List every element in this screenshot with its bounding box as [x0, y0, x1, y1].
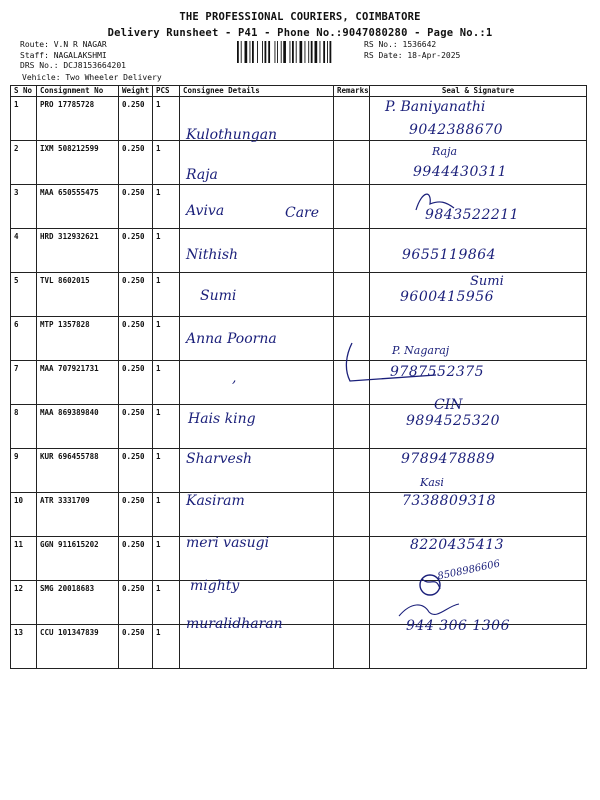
sno-cell: 1: [11, 97, 37, 141]
pcs-cell: 1: [153, 273, 180, 317]
handwritten-signature: CIN: [434, 397, 463, 413]
handwritten-signature: P. Baniyanathi: [385, 99, 486, 115]
handwritten-name: Care: [285, 205, 320, 221]
handwritten-phone: 8220435413: [410, 537, 505, 553]
consignment-cell: TVL 8602015: [37, 273, 119, 317]
sno-cell: 12: [11, 581, 37, 625]
pcs-cell: 1: [153, 141, 180, 185]
pcs-cell: 1: [153, 405, 180, 449]
table-row: [11, 229, 587, 273]
pcs-cell: 1: [153, 361, 180, 405]
sno-cell: 10: [11, 493, 37, 537]
handwritten-phone: 7338809318: [402, 493, 497, 509]
handwritten-name: Nithish: [186, 247, 239, 263]
consignment-cell: PRO 17785728: [37, 97, 119, 141]
handwritten-phone: 9600415956: [400, 289, 495, 305]
barcode-bar: [265, 41, 267, 63]
weight-cell: 0.250: [119, 229, 153, 273]
consignment-cell: HRD 312932621: [37, 229, 119, 273]
handwritten-phone: 8508986606: [436, 558, 502, 583]
sno-cell: 8: [11, 405, 37, 449]
col-weight: Weight: [119, 86, 153, 97]
pcs-cell: 1: [153, 449, 180, 493]
handwritten-phone: 9843522211: [425, 207, 520, 223]
barcode-bar: [252, 41, 254, 63]
col-pcs: PCS: [153, 86, 180, 97]
remarks-cell: [334, 141, 370, 185]
handwritten-signature: P. Nagaraj: [392, 344, 450, 357]
sno-cell: 9: [11, 449, 37, 493]
vehicle-line: Vehicle: Two Wheeler Delivery: [22, 73, 162, 82]
barcode-bar: [305, 41, 306, 63]
barcode-bar: [290, 41, 291, 63]
pcs-cell: 1: [153, 493, 180, 537]
table-row: [11, 449, 587, 493]
barcode-bar: [262, 41, 263, 63]
sno-cell: 11: [11, 537, 37, 581]
table-row: [11, 405, 587, 449]
remarks-cell: [334, 449, 370, 493]
pcs-cell: 1: [153, 97, 180, 141]
barcode-bar: [315, 41, 318, 63]
sno-cell: 13: [11, 625, 37, 669]
barcode-bar: [327, 41, 328, 63]
handwritten-name: Sumi: [200, 288, 237, 304]
remarks-cell: [334, 185, 370, 229]
weight-cell: 0.250: [119, 581, 153, 625]
handwritten-mark: ,: [232, 370, 237, 386]
handwritten-name: Hais king: [188, 411, 256, 427]
handwritten-signature: Kasi: [420, 476, 444, 489]
handwritten-phone: 944 306 1306: [406, 618, 510, 634]
pcs-cell: 1: [153, 317, 180, 361]
barcode-bar: [237, 41, 239, 63]
handwritten-name: Kulothungan: [186, 127, 278, 143]
handwritten-name: Sharvesh: [186, 451, 253, 467]
barcode-bar: [257, 41, 258, 63]
weight-cell: 0.250: [119, 405, 153, 449]
handwritten-name: Anna Poorna: [186, 331, 277, 347]
handwritten-name: Raja: [186, 167, 218, 183]
barcode-bar: [281, 41, 282, 63]
drs-line: DRS No.: DCJ8153664201: [20, 61, 126, 70]
consignment-cell: KUR 696455788: [37, 449, 119, 493]
remarks-cell: [334, 97, 370, 141]
table-row: [11, 361, 587, 405]
handwritten-phone: 9042388670: [409, 122, 504, 138]
consignment-cell: MAA 707921731: [37, 361, 119, 405]
barcode-bar: [275, 41, 276, 63]
weight-cell: 0.250: [119, 449, 153, 493]
col-remarks: Remarks: [334, 86, 370, 97]
barcode-bar: [292, 41, 294, 63]
weight-cell: 0.250: [119, 625, 153, 669]
handwritten-phone: 9787552375: [390, 364, 485, 380]
weight-cell: 0.250: [119, 361, 153, 405]
consignment-cell: CCU 101347839: [37, 625, 119, 669]
table-row: [11, 317, 587, 361]
pcs-cell: 1: [153, 185, 180, 229]
pcs-cell: 1: [153, 581, 180, 625]
pcs-cell: 1: [153, 625, 180, 669]
consignment-cell: IXM 508212599: [37, 141, 119, 185]
consignment-cell: MTP 1357828: [37, 317, 119, 361]
handwritten-phone: 9894525320: [406, 413, 501, 429]
barcode-bar: [241, 41, 242, 63]
barcode-bar: [330, 41, 332, 63]
weight-cell: 0.250: [119, 273, 153, 317]
signature-scribble: [340, 335, 440, 395]
runsheet-subtitle: Delivery Runsheet - P41 - Phone No.:9047080280 - Page No.:1: [107, 27, 493, 39]
barcode-bar: [283, 41, 286, 63]
col-seal-signature: Seal & Signature: [370, 86, 587, 97]
remarks-cell: [334, 625, 370, 669]
route-line: Route: V.N R NAGAR: [20, 40, 107, 49]
weight-cell: 0.250: [119, 537, 153, 581]
sno-cell: 3: [11, 185, 37, 229]
route-block: [20, 40, 126, 72]
consignment-cell: SMG 20018683: [37, 581, 119, 625]
consignee-cell: [180, 361, 334, 405]
barcode-bar: [308, 41, 309, 63]
barcode-bar: [296, 41, 297, 63]
handwritten-name: mighty: [190, 578, 240, 594]
consignment-cell: ATR 3331709: [37, 493, 119, 537]
handwritten-signature: Sumi: [470, 274, 504, 289]
table-header-row: [11, 86, 587, 97]
weight-cell: 0.250: [119, 317, 153, 361]
barcode-bar: [245, 41, 248, 63]
staff-line: Staff: NAGALAKSHMI: [20, 50, 107, 60]
remarks-cell: [334, 273, 370, 317]
pcs-cell: 1: [153, 229, 180, 273]
barcode-bar: [268, 41, 270, 63]
remarks-cell: [334, 581, 370, 625]
table-row: [11, 493, 587, 537]
weight-cell: 0.250: [119, 141, 153, 185]
sno-cell: 2: [11, 141, 37, 185]
weight-cell: 0.250: [119, 493, 153, 537]
remarks-cell: [334, 493, 370, 537]
handwritten-phone: 9944430311: [413, 164, 508, 180]
consignment-cell: GGN 911615202: [37, 537, 119, 581]
sno-cell: 6: [11, 317, 37, 361]
barcode-bar: [300, 41, 303, 63]
barcode-bar: [250, 41, 251, 63]
rs-block: [364, 40, 460, 61]
rs-date: RS Date: 18-Apr-2025: [364, 50, 461, 60]
rs-number: RS No.: 1536642: [364, 40, 437, 49]
col-consignee: Consignee Details: [180, 86, 334, 97]
handwritten-signature: Raja: [432, 145, 458, 158]
company-title: THE PROFESSIONAL COURIERS, COIMBATORE: [179, 11, 421, 23]
sno-cell: 7: [11, 361, 37, 405]
barcode-bar: [277, 41, 278, 63]
weight-cell: 0.250: [119, 185, 153, 229]
col-consignment: Consignment No: [37, 86, 119, 97]
consignment-cell: MAA 650555475: [37, 185, 119, 229]
handwritten-name: Kasiram: [186, 493, 245, 509]
handwritten-phone: 9655119864: [402, 247, 497, 263]
sno-cell: 5: [11, 273, 37, 317]
sno-cell: 4: [11, 229, 37, 273]
handwritten-phone: 9789478889: [401, 451, 496, 467]
barcode-bar: [323, 41, 325, 63]
col-sno: S No: [11, 86, 37, 97]
remarks-cell: [334, 229, 370, 273]
barcode-image: [237, 41, 357, 63]
weight-cell: 0.250: [119, 97, 153, 141]
signature-scribble: [395, 598, 465, 622]
barcode-bar: [311, 41, 313, 63]
handwritten-name: muralidharan: [186, 616, 283, 632]
consignment-cell: MAA 869389840: [37, 405, 119, 449]
handwritten-name: Aviva: [186, 203, 225, 219]
remarks-cell: [334, 405, 370, 449]
barcode-bar: [320, 41, 321, 63]
pcs-cell: 1: [153, 537, 180, 581]
signature-scribble: [410, 180, 470, 220]
handwritten-name: meri vasugi: [186, 535, 270, 551]
remarks-cell: [334, 537, 370, 581]
